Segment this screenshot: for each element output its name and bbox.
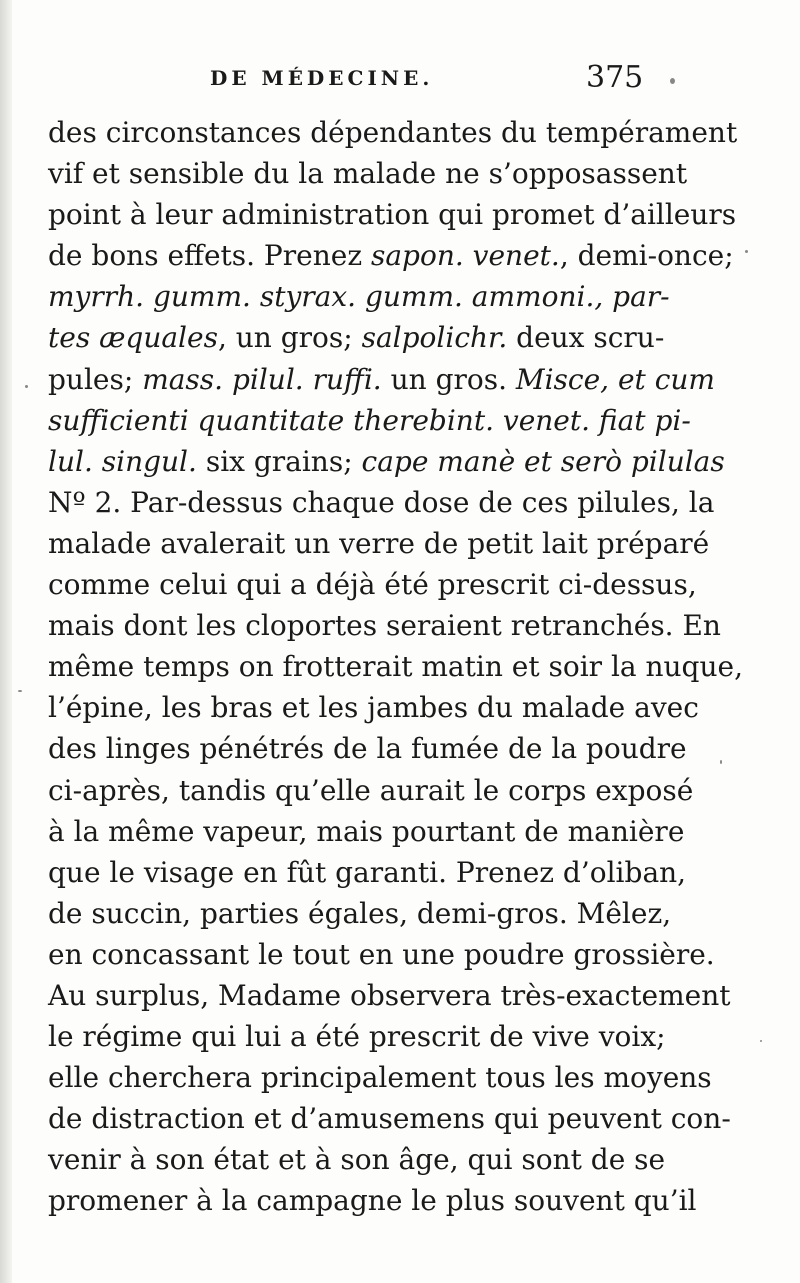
text-segment: six grains; — [196, 444, 362, 478]
text-segment: l’épine, les bras et les jambes du malade avec — [48, 691, 699, 725]
text-line — [48, 441, 725, 482]
text-segment: de succin, parties égales, demi-gros. Mêlez, — [48, 896, 672, 930]
italic-text-segment: sapon. venet. — [370, 239, 560, 273]
text-line — [48, 852, 687, 893]
text-line — [48, 1016, 666, 1057]
page-number: 375 — [586, 60, 644, 95]
text-line — [48, 770, 694, 811]
italic-text-segment: lul. singul. — [48, 444, 197, 478]
italic-text-segment: Misce, et cum — [515, 362, 715, 396]
italic-text-segment: mass. pilul. ruffi. — [142, 362, 382, 396]
text-line — [48, 646, 743, 687]
running-head — [0, 60, 800, 100]
text-line — [48, 153, 688, 194]
text-line — [48, 893, 672, 934]
text-segment: point à leur administration qui promet d’ailleurs — [48, 198, 737, 232]
text-line — [48, 194, 737, 235]
text-segment: Nº 2. Par-dessus chaque dose de ces pilules, la — [48, 485, 715, 519]
text-line — [48, 276, 670, 317]
text-segment: même temps on frotterait matin et soir la nuque, — [48, 650, 743, 684]
text-segment: vif et sensible du la malade ne s’opposassent — [48, 157, 688, 191]
running-title: DE MÉDECINE. — [210, 66, 434, 90]
text-segment: que le visage en fût garanti. Prenez d’oliban, — [48, 855, 687, 889]
italic-text-segment: salpolichr. — [361, 321, 508, 355]
body-text — [48, 112, 743, 1222]
paper-speck — [720, 760, 722, 764]
text-segment: des circonstances dépendantes du tempérament — [48, 116, 738, 149]
paper-speck — [18, 690, 22, 692]
text-segment: , un gros; — [217, 321, 362, 355]
text-segment: , demi-once; — [559, 239, 734, 273]
italic-text-segment: myrrh. gumm. styrax. gumm. ammoni., par- — [48, 280, 670, 314]
text-segment: des linges pénétrés de la fumée de la poudre — [48, 732, 687, 766]
text-line — [48, 1057, 712, 1098]
text-segment: elle cherchera principalement tous les moyens — [48, 1061, 712, 1095]
text-segment: malade avalerait un verre de petit lait préparé — [48, 526, 710, 560]
text-segment: ci-après, tandis qu’elle aurait le corps exposé — [48, 773, 694, 807]
text-line — [48, 482, 715, 523]
text-line — [48, 934, 715, 975]
text-line — [48, 317, 665, 358]
text-segment: un gros. — [381, 362, 516, 396]
paper-speck — [760, 1040, 762, 1042]
text-line — [48, 1139, 666, 1180]
text-line — [48, 687, 699, 728]
page-edge-shadow — [0, 0, 12, 1283]
text-line — [48, 811, 685, 852]
text-segment: de distraction et d’amusemens qui peuvent con- — [48, 1102, 731, 1136]
text-segment: pules; — [48, 362, 143, 396]
text-line — [48, 975, 731, 1016]
text-line — [48, 564, 697, 605]
text-line — [48, 728, 687, 769]
italic-text-segment: sufficienti quantitate therebint. venet. fiat pi- — [48, 403, 691, 437]
text-line — [48, 235, 734, 276]
paper-speck — [745, 250, 748, 253]
text-segment: en concassant le tout en une poudre grossière. — [48, 937, 715, 971]
text-segment: mais dont les cloportes seraient retranchés. En — [48, 609, 721, 643]
paper-speck — [25, 385, 28, 388]
text-segment: le régime qui lui a été prescrit de vive voix; — [48, 1020, 666, 1054]
text-segment: deux scru- — [507, 321, 665, 355]
text-line — [48, 523, 710, 564]
text-segment: de bons effets. Prenez — [48, 239, 371, 273]
text-segment: Au surplus, Madame observera très-exactement — [48, 978, 731, 1012]
text-line — [48, 1098, 731, 1139]
text-segment: venir à son état et à son âge, qui sont de se — [48, 1143, 666, 1177]
italic-text-segment: tes æquales — [48, 321, 218, 355]
text-line — [48, 1180, 697, 1221]
italic-text-segment: cape manè et serò pilulas — [361, 444, 725, 478]
paper-speck — [670, 78, 675, 84]
text-segment: comme celui qui a déjà été prescrit ci-dessus, — [48, 568, 697, 602]
text-line — [48, 359, 715, 400]
text-segment: à la même vapeur, mais pourtant de manière — [48, 814, 685, 848]
text-line — [48, 605, 721, 646]
text-line — [48, 400, 691, 441]
text-segment: promener à la campagne le plus souvent qu’il — [48, 1184, 697, 1218]
text-line — [48, 112, 738, 153]
